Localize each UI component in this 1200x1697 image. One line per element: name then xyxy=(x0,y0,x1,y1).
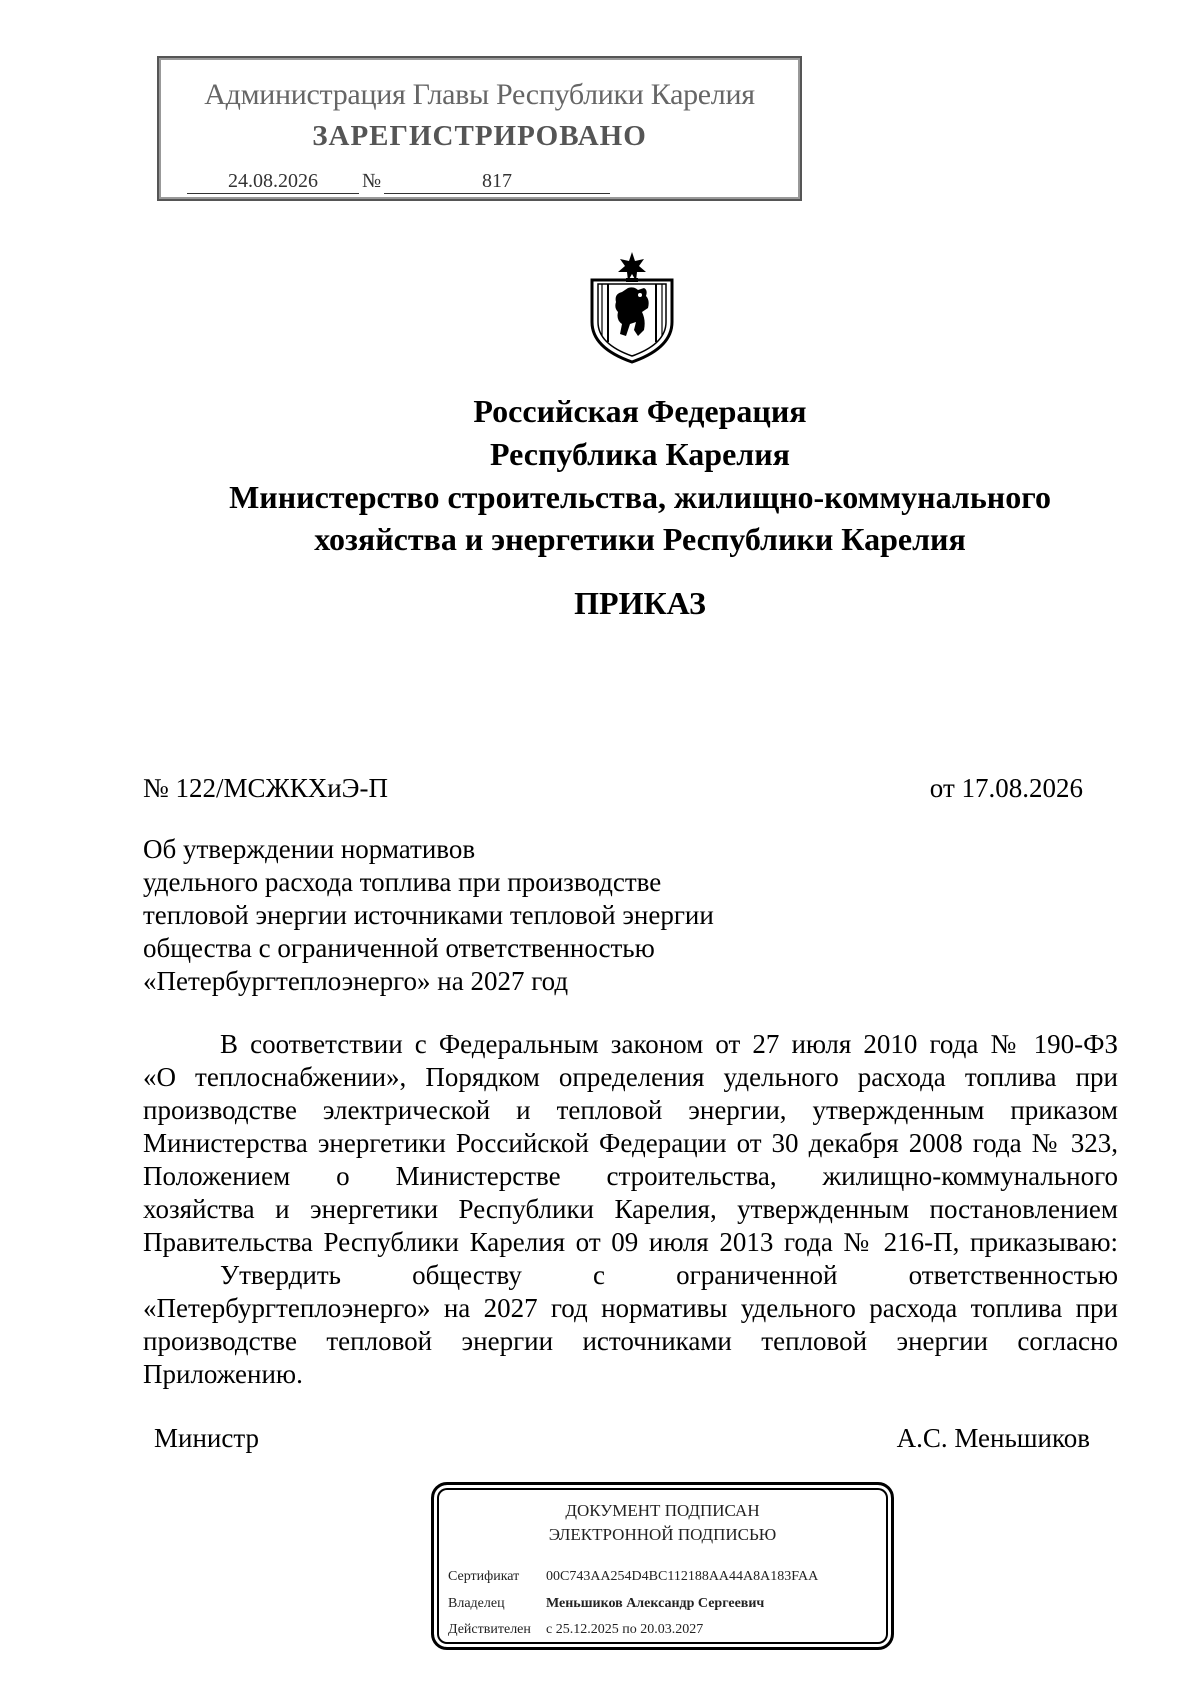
paragraph-line: В соответствии с Федеральным законом от 27 июля 2010 года № 190-ФЗ xyxy=(220,1029,1118,1059)
paragraph-line: Приложению. xyxy=(143,1359,303,1389)
paragraph-line: Правительства Республики Карелия от 09 июля 2013 года № 216-П, приказываю: xyxy=(143,1227,1118,1257)
esig-certificate-row xyxy=(448,1569,818,1585)
esig-certificate-value: 00C743AA254D4BC112188AA44A8A183FAA xyxy=(546,1569,819,1584)
esig-validity-row xyxy=(448,1622,703,1638)
coat-of-arms-emblem xyxy=(578,250,686,364)
subject-line: «Петербургтеплоэнерго» на 2027 год xyxy=(143,966,569,996)
paragraph-line: Положением о Министерстве строительства, жилищно-коммунального xyxy=(143,1161,1118,1191)
stamp-number-sign: № xyxy=(362,170,382,192)
order-paragraph xyxy=(143,1259,1118,1391)
electronic-signature-stamp xyxy=(431,1482,894,1650)
paragraph-line: Утвердить обществу с ограниченной ответственностью xyxy=(220,1260,1118,1290)
paragraph-line: производстве тепловой энергии источниками тепловой энергии согласно xyxy=(143,1326,1118,1356)
esig-owner-value: Меньшиков Александр Сергеевич xyxy=(546,1596,765,1611)
stamp-organization: Администрация Главы Республики Карелия xyxy=(204,78,755,111)
document-type-title: ПРИКАЗ xyxy=(574,585,706,621)
esig-certificate-label: Сертификат xyxy=(448,1569,520,1584)
esig-owner-label: Владелец xyxy=(448,1596,505,1611)
stamp-date: 24.08.2026 xyxy=(187,170,359,194)
preamble-paragraph xyxy=(143,1028,1118,1259)
esig-valid-value: с 25.12.2025 по 20.03.2027 xyxy=(546,1622,704,1637)
header-republic: Республика Карелия xyxy=(490,436,790,472)
subject-line: тепловой энергии источниками тепловой энергии xyxy=(143,900,714,930)
paragraph-line: производстве электрической и тепловой энергии, утвержденным приказом xyxy=(143,1095,1118,1125)
paragraph-line: «О теплоснабжении», Порядком определения удельного расхода топлива при xyxy=(143,1062,1118,1092)
subject-line: Об утверждении нормативов xyxy=(143,834,476,864)
order-number: № 122/МСЖКХиЭ-П xyxy=(143,773,388,803)
esig-title-line1: ДОКУМЕНТ ПОДПИСАН xyxy=(565,1501,760,1520)
esig-valid-label: Действителен xyxy=(448,1622,531,1637)
paragraph-line: «Петербургтеплоэнерго» на 2027 год нормативы удельного расхода топлива при xyxy=(143,1293,1118,1323)
header-ministry-line2: хозяйства и энергетики Республики Карелия xyxy=(314,521,966,557)
subject-line: общества с ограниченной ответственностью xyxy=(143,933,655,963)
stamp-number: 817 xyxy=(384,170,610,194)
paragraph-line: Министерства энергетики Российской Федерации от 30 декабря 2008 года № 323, xyxy=(143,1128,1118,1158)
signatory-name: А.С. Меньшиков xyxy=(896,1423,1090,1453)
signatory-title: Министр xyxy=(154,1423,259,1453)
esig-owner-row xyxy=(448,1596,764,1612)
paragraph-line: хозяйства и энергетики Республики Карелия, утвержденным постановлением xyxy=(143,1194,1118,1224)
esig-title-line2: ЭЛЕКТРОННОЙ ПОДПИСЬЮ xyxy=(548,1525,777,1544)
header-ministry-line1: Министерство строительства, жилищно-коммунального xyxy=(229,479,1051,515)
order-subject xyxy=(143,833,843,998)
subject-line: удельного расхода топлива при производстве xyxy=(143,867,662,897)
registration-stamp xyxy=(157,56,802,201)
order-date: от 17.08.2026 xyxy=(929,773,1083,803)
header-country: Российская Федерация xyxy=(473,393,807,429)
stamp-status: ЗАРЕГИСТРИРОВАНО xyxy=(312,120,647,152)
